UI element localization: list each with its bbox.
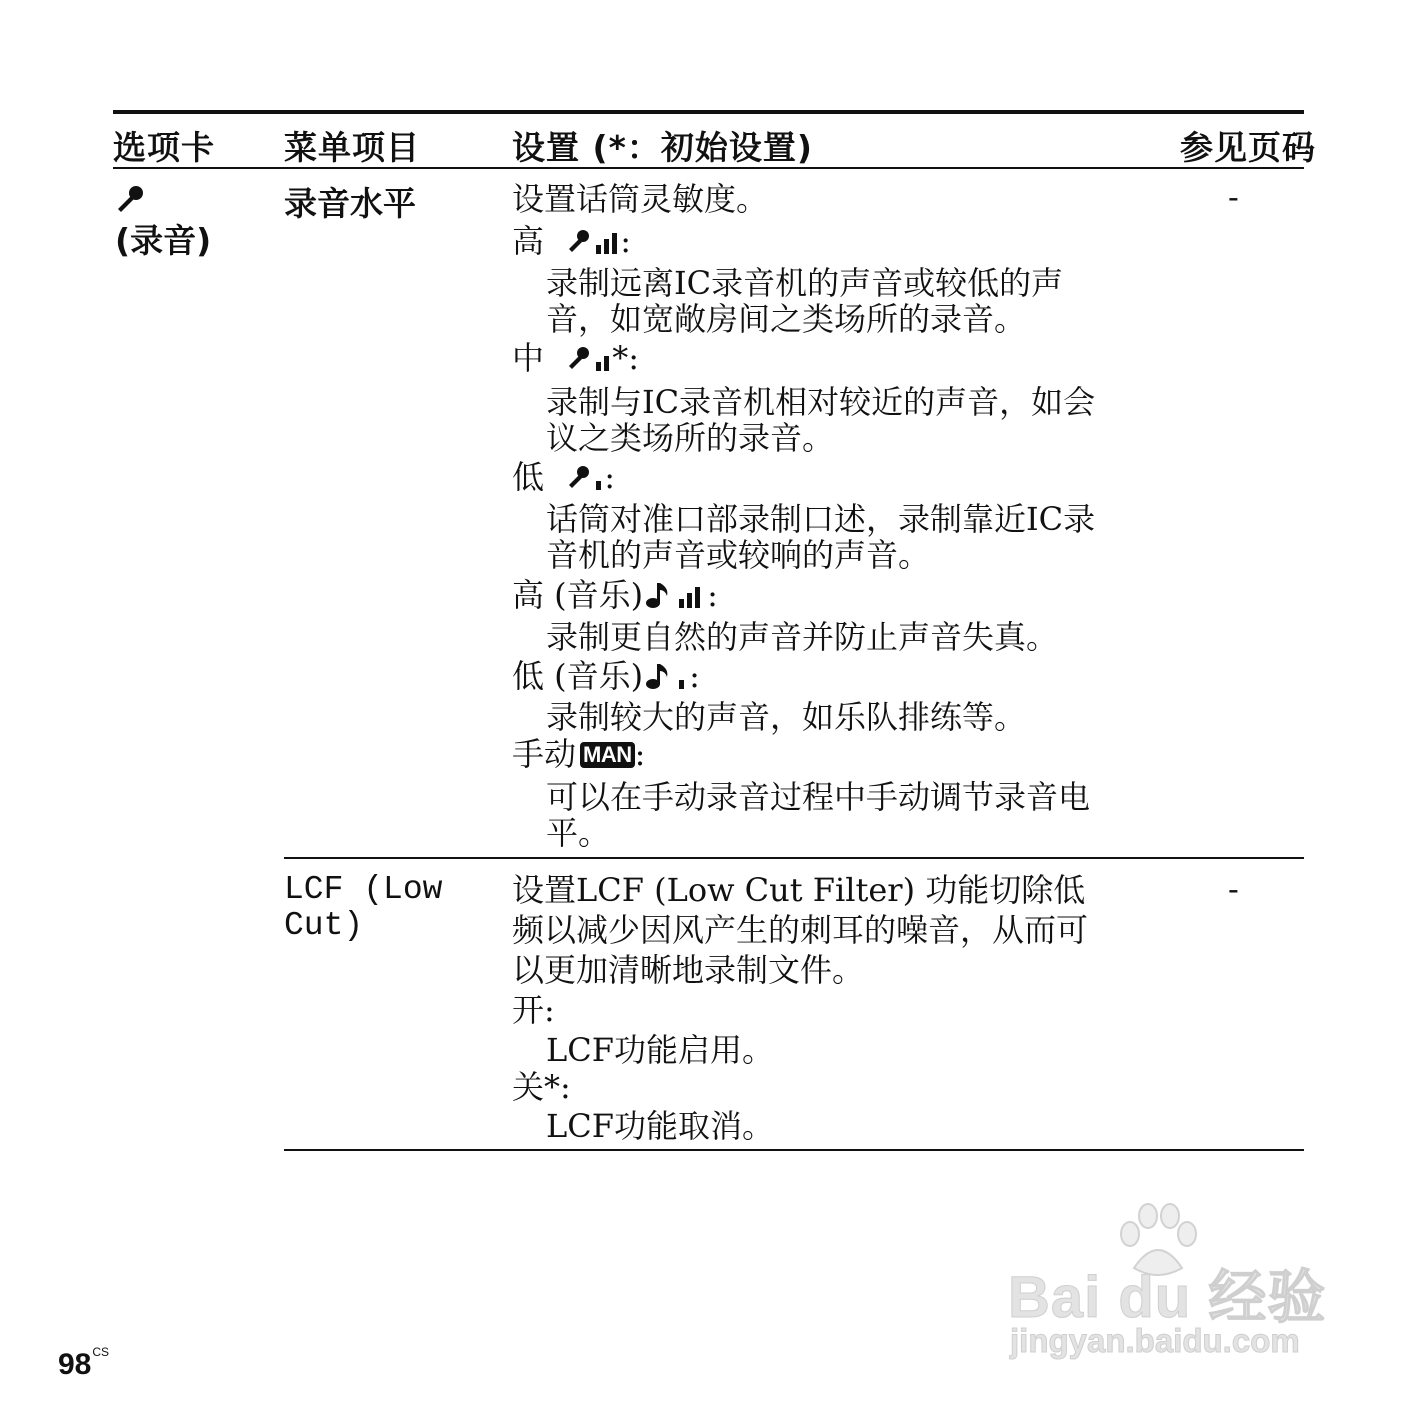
header-menu-item: 菜单项目 bbox=[284, 128, 420, 167]
mic-level-medium-icon bbox=[566, 345, 612, 373]
header-page-ref: 参见页码 bbox=[1180, 128, 1316, 167]
lcf-option-on-label: 开: bbox=[512, 991, 555, 1029]
watermark-url: jingyan.baidu.com bbox=[1010, 1322, 1300, 1359]
header-settings: 设置 (*：初始设置) bbox=[512, 128, 813, 167]
row-divider-rule bbox=[284, 857, 1304, 859]
microphone-icon bbox=[114, 184, 148, 214]
option-low-music-label: 低 (音乐) : bbox=[512, 657, 700, 695]
page-ref-lcf: - bbox=[1228, 870, 1239, 908]
lcf-intro-2: 频以减少因风产生的刺耳的噪音，从而可 bbox=[512, 911, 1089, 949]
table-bottom-rule bbox=[284, 1149, 1304, 1151]
option-low-desc-1: 话筒对准口部录制口述，录制靠近IC录 bbox=[546, 500, 1096, 538]
mic-level-low-icon bbox=[566, 464, 604, 492]
option-high-label: 高 : bbox=[512, 222, 631, 260]
option-low-music-desc: 录制较大的声音，如乐队排练等。 bbox=[546, 698, 1027, 736]
option-manual-label: 手动 MAN: bbox=[512, 735, 646, 773]
menu-item-lcf-line2: Cut) bbox=[284, 907, 364, 944]
option-low-label: 低 : bbox=[512, 458, 615, 496]
lcf-option-on-desc: LCF功能启用。 bbox=[546, 1031, 774, 1069]
header-tab: 选项卡 bbox=[113, 128, 215, 167]
manual-badge: MAN bbox=[580, 742, 635, 768]
music-level-high-icon bbox=[645, 580, 707, 610]
option-high-desc-1: 录制远离IC录音机的声音或较低的声 bbox=[546, 264, 1064, 302]
menu-item-lcf-line1: LCF (Low bbox=[284, 871, 443, 908]
watermark-brand: Bai du 经验 bbox=[1008, 1265, 1327, 1330]
option-low-desc-2: 音机的声音或较响的声音。 bbox=[546, 536, 931, 574]
page-ref-rec-level: - bbox=[1228, 178, 1239, 216]
option-high-music-desc: 录制更自然的声音并防止声音失真。 bbox=[546, 618, 1059, 656]
tab-label-recording: (录音) bbox=[115, 221, 212, 260]
option-high-desc-2: 音，如宽敞房间之类场所的录音。 bbox=[546, 300, 1027, 338]
option-medium-desc-1: 录制与IC录音机相对较近的声音，如会 bbox=[546, 383, 1096, 421]
lcf-option-off-desc: LCF功能取消。 bbox=[546, 1107, 774, 1145]
option-high-music-label: 高 (音乐) : bbox=[512, 576, 718, 614]
page-number: $98^{CS}$ bbox=[58, 1345, 110, 1381]
option-medium-desc-2: 议之类场所的录音。 bbox=[546, 419, 835, 457]
music-level-low-icon bbox=[645, 661, 689, 691]
option-medium-label: 中 *: bbox=[512, 339, 639, 377]
option-manual-desc-1: 可以在手动录音过程中手动调节录音电 bbox=[546, 778, 1091, 816]
mic-level-high-icon bbox=[566, 228, 620, 256]
lcf-intro-1: 设置LCF (Low Cut Filter) 功能切除低 bbox=[512, 871, 1086, 909]
lcf-option-off-label: 关*: bbox=[512, 1068, 571, 1106]
option-manual-desc-2: 平。 bbox=[546, 814, 611, 852]
rec-level-intro: 设置话筒灵敏度。 bbox=[512, 180, 769, 218]
menu-item-rec-level: 录音水平 bbox=[284, 184, 416, 223]
lcf-intro-3: 以更加清晰地录制文件。 bbox=[512, 951, 865, 989]
table-top-rule bbox=[113, 110, 1304, 114]
